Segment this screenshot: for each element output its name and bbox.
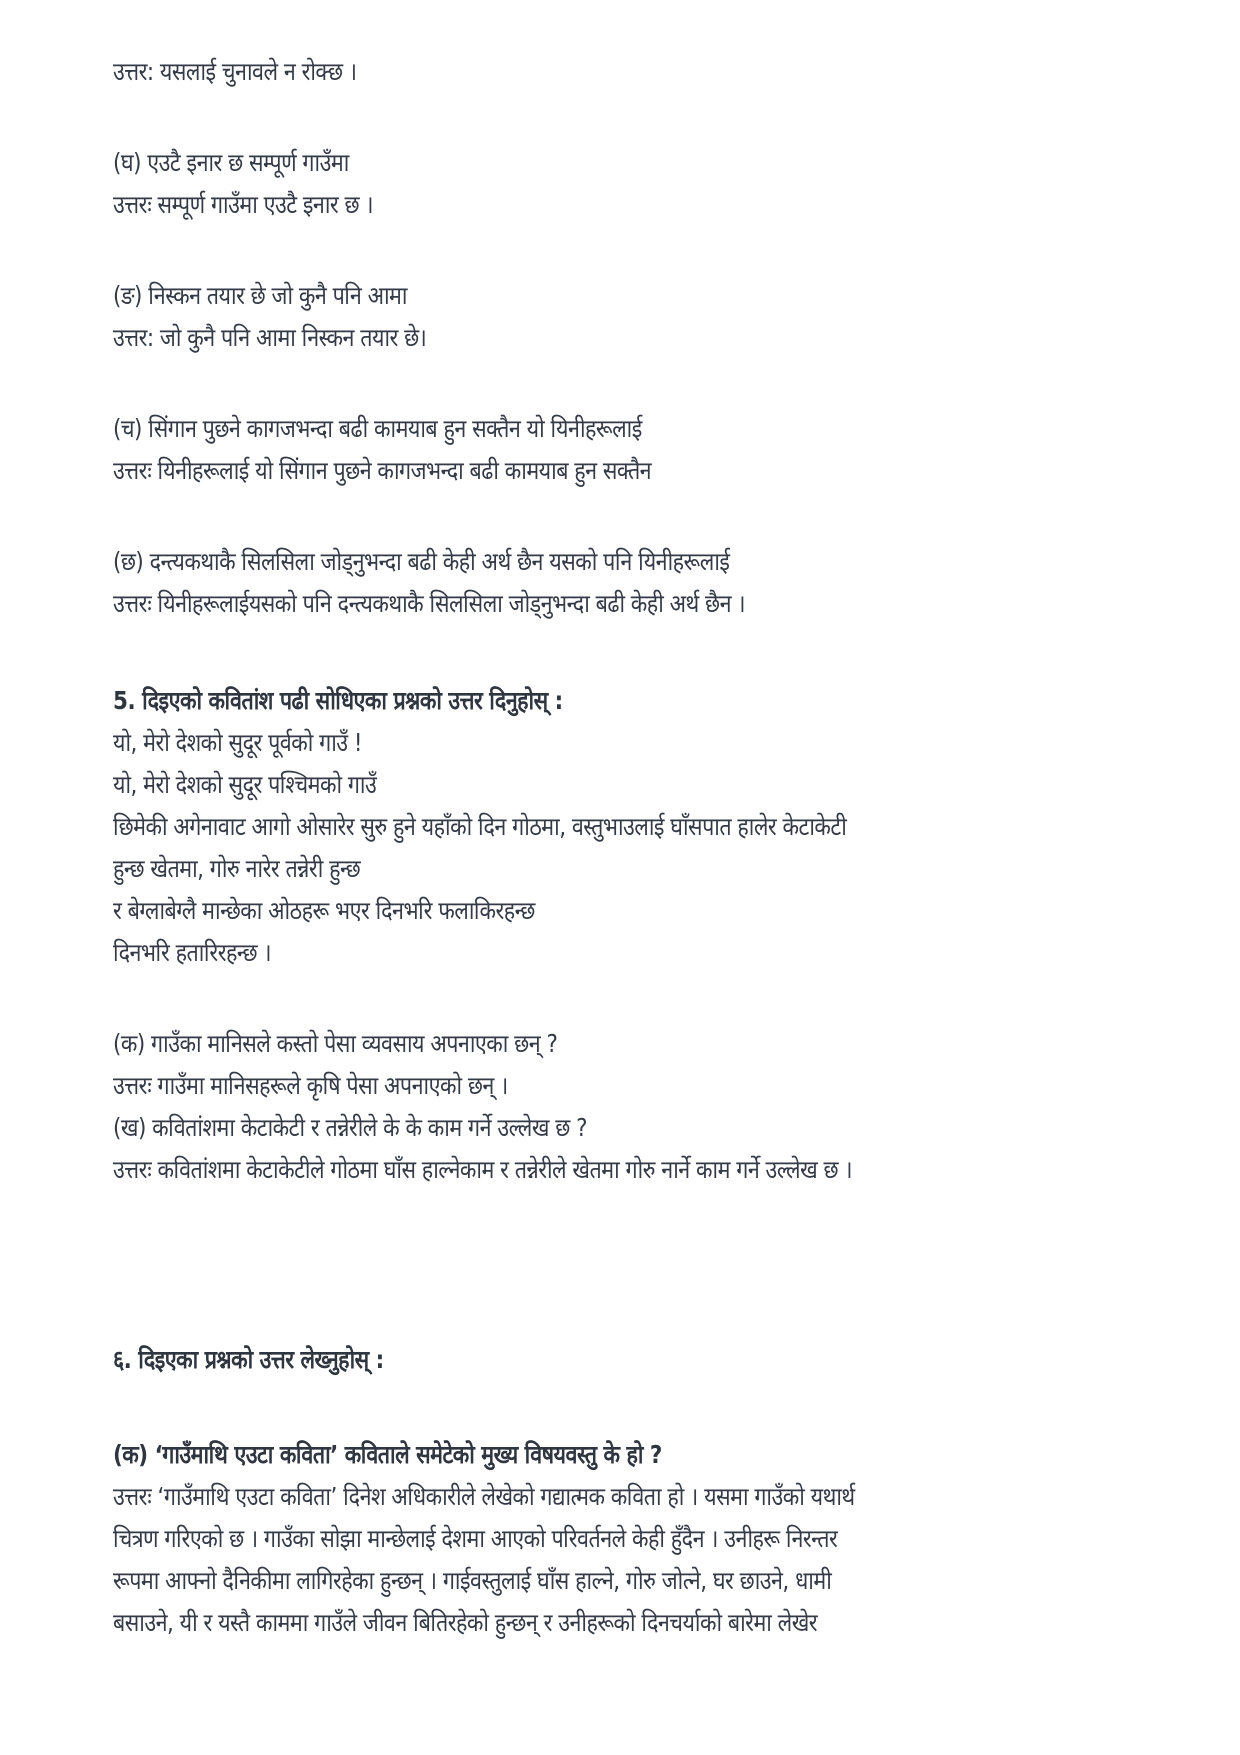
answer-line: उत्तर: जो कुनै पनि आमा निस्कन तयार छे। bbox=[113, 323, 427, 352]
poem-line: हुन्छ खेतमा, गोरु नारेर तन्नेरी हुन्छ bbox=[113, 854, 361, 883]
poem-line: दिनभरि हतारिरहन्छ । bbox=[113, 938, 272, 967]
answer-line: उत्तरः सम्पूर्ण गाउँमा एउटै इनार छ । bbox=[113, 190, 374, 219]
poem-line: र बेग्लाबेग्लै मान्छेका ओठहरू भएर दिनभरि फलाकिरहन्छ bbox=[113, 896, 535, 925]
answer-paragraph-line: चित्रण गरिएको छ । गाउँका सोझा मान्छेलाई देशमा आएको परिवर्तनले केही हुँदैन । उनीहरू निरन्तर bbox=[113, 1524, 838, 1553]
poem-line: छिमेकी अगेनावाट आगो ओसारेर सुरु हुने यहाँको दिन गोठमा, वस्तुभाउलाई घाँसपात हालेर केटाकेटी bbox=[113, 812, 847, 841]
answer-line: उत्तरः कवितांशमा केटाकेटीले गोठमा घाँस हाल्नेकाम र तन्नेरीले खेतमा गोरु नार्ने काम गर्ने उल्लेख छ । bbox=[113, 1155, 852, 1184]
answer-paragraph-line: रूपमा आफ्नो दैनिकीमा लागिरहेका हुन्छन् । गाईवस्तुलाई घाँस हाल्ने, गोरु जोत्ने, घर छाउने, धामी bbox=[113, 1566, 832, 1595]
question-6-ka: (क) ‘गाउँमाथि एउटा कविता’ कविताले समेटेको मुख्य विषयवस्तु के हो ? bbox=[113, 1440, 662, 1469]
question-ka: (क) गाउँका मानिसले कस्तो पेसा व्यवसाय अपनाएका छन् ? bbox=[113, 1029, 558, 1058]
answer-line: उत्तरः यिनीहरूलाईयसको पनि दन्त्यकथाकै सिलसिला जोड्नुभन्दा बढी केही अर्थ छैन । bbox=[113, 589, 745, 618]
answer-line: उत्तरः यिनीहरूलाई यो सिंगान पुछने कागजभन्दा बढी कामयाब हुन सक्तैन bbox=[113, 456, 652, 485]
section-5-heading: 5. दिइएको कवितांश पढी सोधिएका प्रश्नको उत्तर दिनुहोस् : bbox=[113, 686, 563, 715]
section-6-heading: ६. दिइएका प्रश्नको उत्तर लेख्नुहोस् : bbox=[113, 1345, 384, 1374]
question-gha: (घ) एउटै इनार छ सम्पूर्ण गाउँमा bbox=[113, 148, 349, 177]
question-nga: (ङ) निस्कन तयार छे जो कुनै पनि आमा bbox=[113, 281, 407, 310]
poem-line: यो, मेरो देशको सुदूर पश्चिमको गाउँ bbox=[113, 770, 377, 799]
answer-line: उत्तरः गाउँमा मानिसहरूले कृषि पेसा अपनाएको छन् । bbox=[113, 1071, 508, 1100]
poem-line: यो, मेरो देशको सुदूर पूर्वको गाउँ ! bbox=[113, 728, 362, 757]
question-kha: (ख) कवितांशमा केटाकेटी र तन्नेरीले के के काम गर्ने उल्लेख छ ? bbox=[113, 1113, 588, 1142]
question-cha: (च) सिंगान पुछने कागजभन्दा बढी कामयाब हुन सक्तैन यो यिनीहरूलाई bbox=[113, 414, 642, 443]
question-chha: (छ) दन्त्यकथाकै सिलसिला जोड्नुभन्दा बढी केही अर्थ छैन यसको पनि यिनीहरूलाई bbox=[113, 547, 730, 576]
answer-paragraph-line: उत्तरः ‘गाउँमाथि एउटा कविता’ दिनेश अधिकारीले लेखेको गद्यात्मक कविता हो । यसमा गाउँको यथार्थ bbox=[113, 1482, 855, 1511]
answer-line: उत्तर: यसलाई चुनावले न रोक्छ । bbox=[113, 57, 357, 86]
answer-paragraph-line: बसाउने, यी र यस्तै काममा गाउँले जीवन बितिरहेको हुन्छन् र उनीहरूको दिनचर्याको बारेमा लेखेर bbox=[113, 1608, 818, 1637]
